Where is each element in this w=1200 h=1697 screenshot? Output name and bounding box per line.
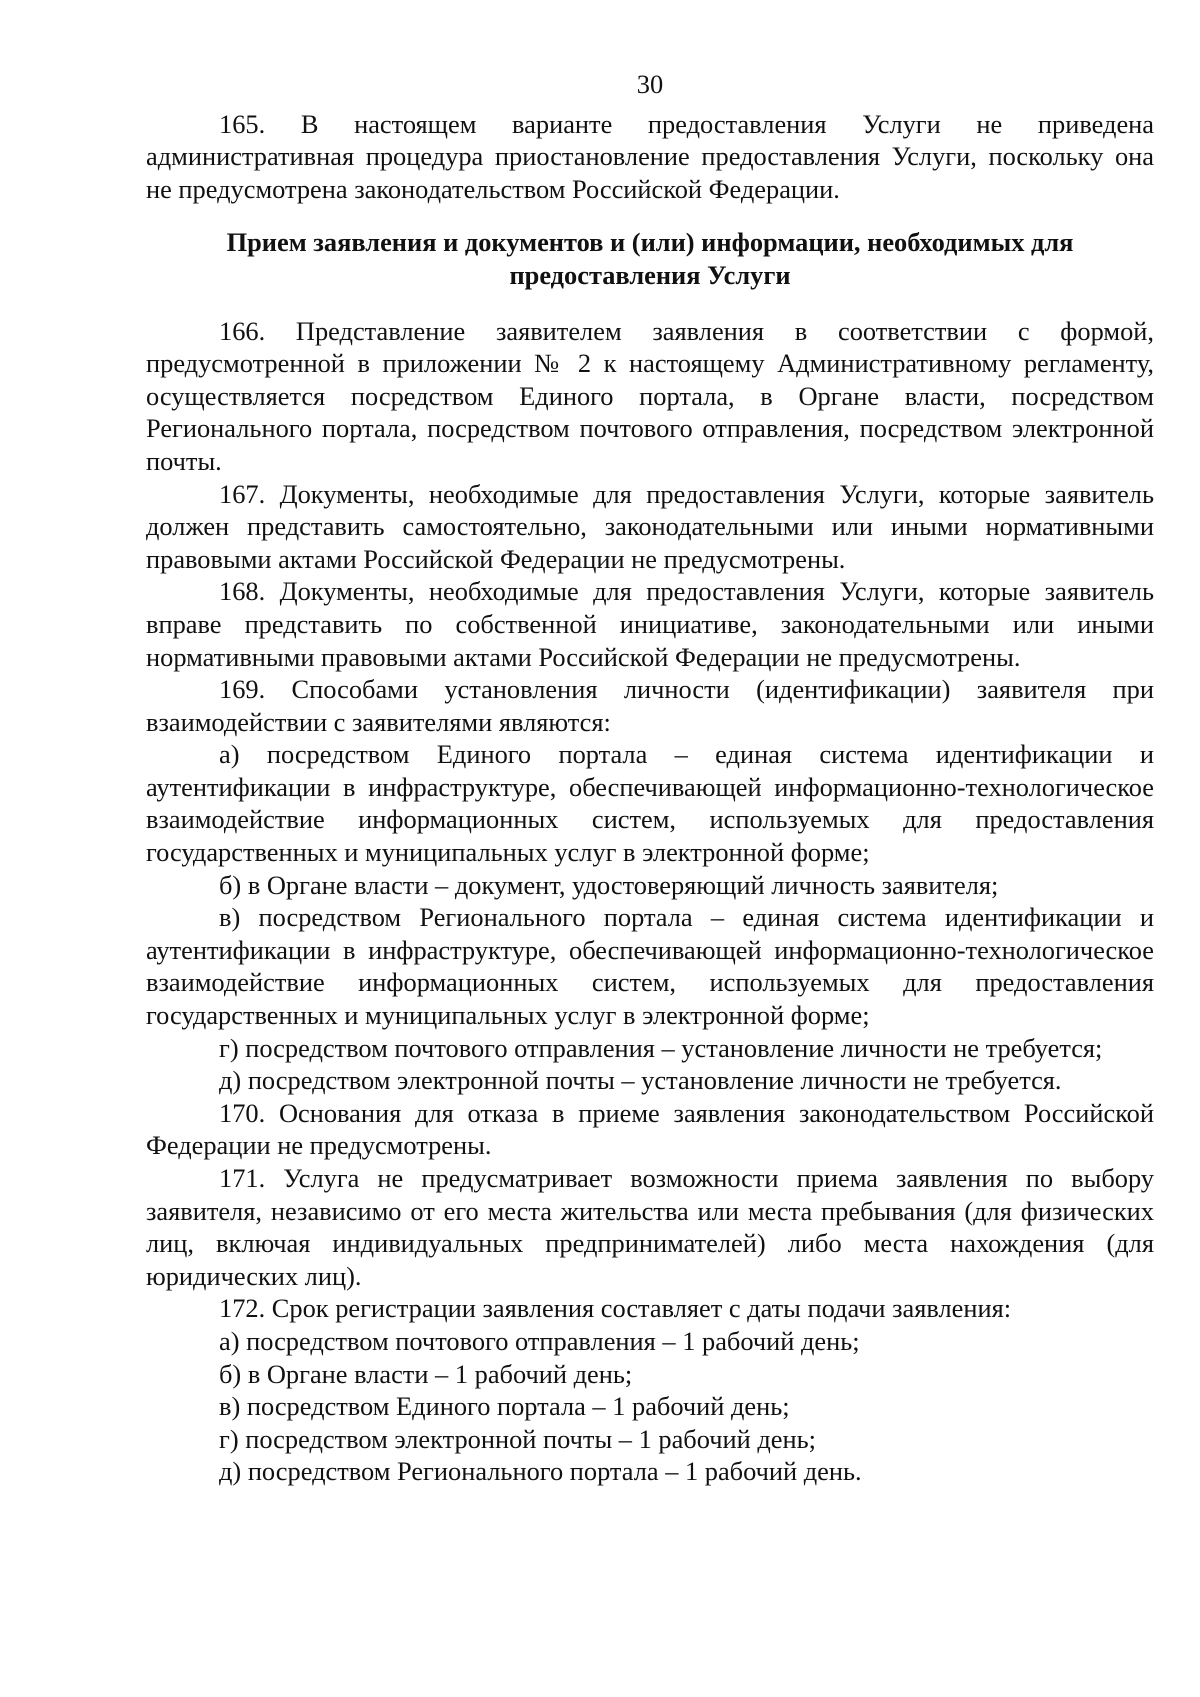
list-item-172-g: г) посредством электронной почты – 1 рабочий день; xyxy=(219,1423,816,1454)
list-item-172-b: б) в Органе власти – 1 рабочий день; xyxy=(219,1358,633,1389)
list-item-169-v: в) посредством Регионального портала – единая система идентификации и аутентификации в инфраструктуре, обеспечивающей информационно-технологическое взаимодействие информационных систем, используемых для предоставления государственных и муниципальных услуг в электронной форме; xyxy=(146,902,1154,1031)
paragraph-168: 168. Документы, необходимые для предоставления Услуги, которые заявитель вправе представить по собственной инициативе, законодательными или иными нормативными правовыми актами Российской Федерации не предусмотрены. xyxy=(146,576,1154,672)
paragraph-170: 170. Основания для отказа в приеме заявления законодательством Российской Федерации не предусмотрены. xyxy=(146,1097,1154,1161)
document-page xyxy=(146,68,1154,1488)
paragraph-165: 165. В настоящем варианте предоставления Услуги не приведена административная процедура приостановление предоставления Услуги, поскольку она не предусмотрена законодательством Российской Федерации. xyxy=(146,108,1154,204)
list-item-169-g: г) посредством почтового отправления – установление личности не требуется; xyxy=(219,1032,1103,1063)
paragraph-166: 166. Представление заявителем заявления в соответствии с формой, предусмотренной в приложении № 2 к настоящему Административному регламенту, осуществляется посредством Единого портала, в Органе власти, посредством Регионального портала, посредством почтового отправления, посредством электронной почты. xyxy=(146,315,1154,476)
page-number: 30 xyxy=(636,69,664,99)
paragraph-172: 172. Срок регистрации заявления составляет с даты подачи заявления: xyxy=(219,1293,1012,1324)
paragraph-167: 167. Документы, необходимые для предоставления Услуги, которые заявитель должен представить самостоятельно, законодательными или иными нормативными правовыми актами Российской Федерации не предусмотрены. xyxy=(146,478,1154,574)
list-item-169-b: б) в Органе власти – документ, удостоверяющий личность заявителя; xyxy=(219,869,999,900)
list-item-172-d: д) посредством Регионального портала – 1 рабочий день. xyxy=(219,1456,862,1487)
list-item-169-d: д) посредством электронной почты – установление личности не требуется. xyxy=(219,1065,1062,1096)
paragraph-169: 169. Способами установления личности (идентификации) заявителя при взаимодействии с заявителями являются: xyxy=(146,674,1154,737)
paragraph-171: 171. Услуга не предусматривает возможности приема заявления по выбору заявителя, независимо от его места жительства или места пребывания (для физических лиц, включая индивидуальных предпринимателей) либо места нахождения (для юридических лиц). xyxy=(146,1163,1154,1291)
section-heading: Прием заявления и документов и (или) информации, необходимых для предоставления Услуги xyxy=(226,227,1074,290)
list-item-172-v: в) посредством Единого портала – 1 рабочий день; xyxy=(219,1391,790,1422)
list-item-172-a: а) посредством почтового отправления – 1 рабочий день; xyxy=(219,1325,860,1356)
list-item-169-a: а) посредством Единого портала – единая система идентификации и аутентификации в инфраструктуре, обеспечивающей информационно-технологическое взаимодействие информационных систем, используемых для предоставления государственных и муниципальных услуг в электронной форме; xyxy=(146,739,1154,868)
